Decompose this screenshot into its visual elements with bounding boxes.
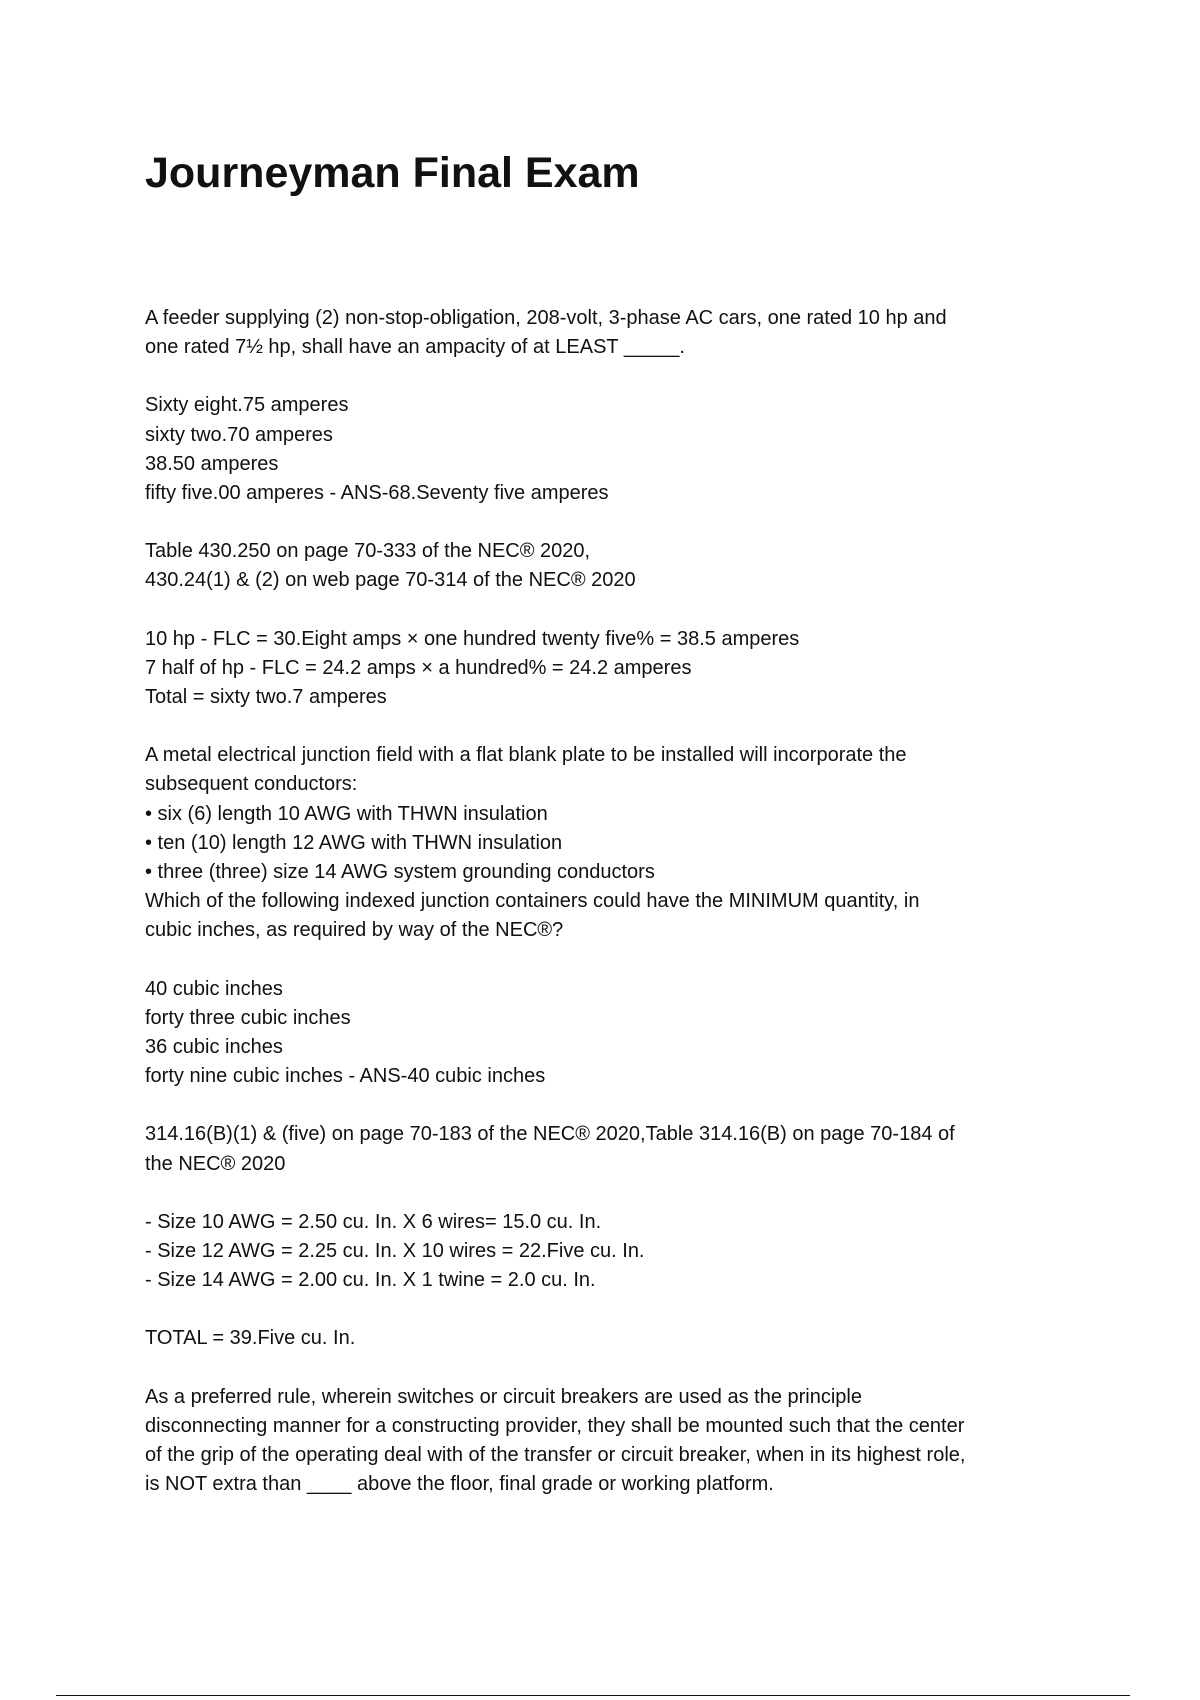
- question-line: cubic inches, as required by way of the NEC®?: [145, 919, 564, 942]
- answer-option: fifty five.00 amperes - ANS-68.Seventy five amperes: [145, 482, 609, 505]
- question-line: A feeder supplying (2) non-stop-obligation, 208-volt, 3-phase AC cars, one rated 10 hp and: [145, 307, 947, 329]
- answer-option: forty nine cubic inches - ANS-40 cubic inches: [145, 1065, 546, 1088]
- calculation-line: 7 half of hp - FLC = 24.2 amps × a hundred% = 24.2 amperes: [145, 656, 692, 679]
- total-line: TOTAL = 39.Five cu. In.: [145, 1327, 356, 1350]
- question-2-references: [145, 1120, 1065, 1178]
- question-line: is NOT extra than ____ above the floor, final grade or working platform.: [145, 1473, 774, 1496]
- question-line: disconnecting manner for a constructing provider, they shall be mounted such that the center: [145, 1414, 965, 1437]
- question-line: Which of the following indexed junction containers could have the MINIMUM quantity, in: [145, 890, 920, 913]
- calculation-line: - Size 10 AWG = 2.50 cu. In. X 6 wires= 15.0 cu. In.: [145, 1210, 602, 1233]
- answer-option: Sixty eight.75 amperes: [145, 394, 349, 417]
- conductor-bullet: • six (6) length 10 AWG with THWN insulation: [145, 802, 548, 825]
- page-bottom-rule: [56, 1695, 1130, 1696]
- document-content: [145, 304, 1065, 1529]
- calculation-line: Total = sixty two.7 amperes: [145, 686, 387, 709]
- calculation-line: - Size 14 AWG = 2.00 cu. In. X 1 twine = 2.0 cu. In.: [145, 1269, 596, 1292]
- question-line: A metal electrical junction field with a flat blank plate to be installed will incorporate the: [145, 744, 907, 767]
- question-2-calculations: [145, 1208, 1065, 1296]
- answer-option: 40 cubic inches: [145, 977, 283, 1000]
- answer-option: 36 cubic inches: [145, 1036, 283, 1059]
- question-line: of the grip of the operating deal with of the transfer or circuit breaker, when in its highest role,: [145, 1444, 966, 1467]
- question-2-text: [145, 741, 1065, 945]
- conductor-bullet: • ten (10) length 12 AWG with THWN insulation: [145, 831, 563, 854]
- reference-line: the NEC® 2020: [145, 1152, 286, 1175]
- question-2-options: [145, 975, 1065, 1092]
- question-line: As a preferred rule, wherein switches or circuit breakers are used as the principle: [145, 1385, 862, 1408]
- calculation-line: - Size 12 AWG = 2.25 cu. In. X 10 wires = 22.Five cu. In.: [145, 1240, 645, 1263]
- document-title: Journeyman Final Exam: [145, 149, 640, 197]
- reference-line: Table 430.250 on page 70-333 of the NEC® 2020,: [145, 540, 591, 563]
- reference-line: 430.24(1) & (2) on web page 70-314 of the NEC® 2020: [145, 569, 636, 592]
- question-3-text: [145, 1383, 1065, 1500]
- question-1-references: [145, 537, 1065, 595]
- answer-option: forty three cubic inches: [145, 1006, 351, 1029]
- answer-option: sixty two.70 amperes: [145, 423, 333, 446]
- question-1-options: [145, 391, 1065, 508]
- answer-option: 38.50 amperes: [145, 452, 279, 475]
- calculation-line: 10 hp - FLC = 30.Eight amps × one hundred twenty five% = 38.5 amperes: [145, 627, 800, 650]
- conductor-bullet: • three (three) size 14 AWG system grounding conductors: [145, 861, 655, 884]
- question-2-total: [145, 1324, 1065, 1353]
- reference-line: 314.16(B)(1) & (five) on page 70-183 of the NEC® 2020,Table 314.16(B) on page 70-184 of: [145, 1123, 955, 1146]
- question-1-calculations: [145, 625, 1065, 713]
- question-line: subsequent conductors:: [145, 773, 358, 796]
- question-line: one rated 7½ hp, shall have an ampacity of at LEAST _____.: [145, 336, 685, 359]
- question-1-text: [145, 304, 1065, 362]
